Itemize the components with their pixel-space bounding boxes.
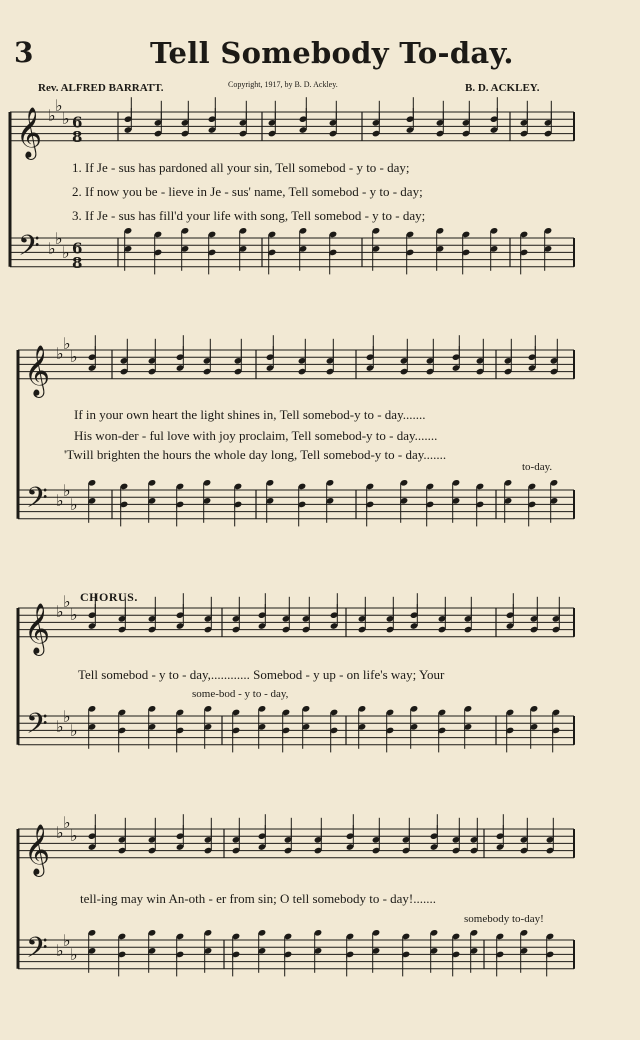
- chorus-line: Tell somebod - y to - day,............ Somebod - y up - on life's way; Your: [78, 667, 445, 682]
- flat-sign: ♭: [48, 239, 56, 258]
- verse-line-1: 1. If Je - sus has pardoned all your sin, Tell somebod - y to - day;: [72, 160, 410, 175]
- flat-sign: ♭: [70, 826, 78, 845]
- flat-sign: ♭: [62, 109, 70, 128]
- flat-sign: ♭: [56, 491, 64, 510]
- flat-sign: ♭: [56, 717, 64, 736]
- flat-sign: ♭: [63, 931, 71, 950]
- verse-line-1: If in your own heart the light shines in, Tell somebod-y to - day.......: [74, 407, 426, 422]
- flat-sign: ♭: [63, 592, 71, 611]
- flat-sign: ♭: [63, 481, 71, 500]
- flat-sign: ♭: [63, 707, 71, 726]
- verse-line-3: 3. If Je - sus has fill'd your life with song, Tell somebod - y to - day;: [72, 208, 426, 223]
- flat-sign: ♭: [56, 602, 64, 621]
- treble-clef: 𝄞: [24, 602, 51, 654]
- composer-credit: B. D. ACKLEY.: [465, 82, 540, 94]
- verse-line-2: His won-der - ful love with joy proclaim, Tell somebod-y to - day.......: [74, 428, 438, 443]
- time-signature-bottom: 8: [72, 253, 83, 272]
- chorus-label: CHORUS.: [80, 590, 138, 604]
- copyright-notice: Copyright, 1917, by B. D. Ackley.: [228, 80, 338, 89]
- flat-sign: ♭: [70, 721, 78, 740]
- hymn-number: 3: [14, 36, 34, 69]
- treble-clef: 𝄞: [24, 823, 51, 875]
- hymn-title: Tell Somebody To-day.: [150, 36, 514, 70]
- echo-lyric: some-bod - y to - day,: [192, 688, 289, 700]
- time-signature-bottom: 8: [72, 127, 83, 146]
- bass-clef: 𝄢: [26, 931, 48, 972]
- author-credit: Rev. ALFRED BARRATT.: [38, 82, 164, 94]
- treble-clef: 𝄞: [24, 344, 51, 396]
- flat-sign: ♭: [56, 344, 64, 363]
- flat-sign: ♭: [70, 605, 78, 624]
- bass-clef: 𝄢: [26, 481, 48, 522]
- chorus-line: tell-ing may win An-oth - er from sin; O tell somebody to - day!.......: [80, 891, 436, 906]
- flat-sign: ♭: [63, 813, 71, 832]
- verse-line-3: 'Twill brighten the hours the whole day long, Tell somebod-y to - day.......: [64, 447, 447, 462]
- time-signature-top: 6: [72, 113, 83, 132]
- treble-clef: 𝄞: [16, 106, 43, 158]
- flat-sign: ♭: [70, 347, 78, 366]
- flat-sign: ♭: [48, 106, 56, 125]
- flat-sign: ♭: [70, 945, 78, 964]
- verse-line-2: 2. If now you be - lieve in Je - sus' name, Tell somebod - y to - day;: [72, 184, 423, 199]
- echo-lyric: somebody to-day!: [464, 913, 544, 925]
- time-signature-top: 6: [72, 239, 83, 258]
- flat-sign: ♭: [56, 823, 64, 842]
- flat-sign: ♭: [56, 941, 64, 960]
- flat-sign: ♭: [63, 334, 71, 353]
- flat-sign: ♭: [55, 229, 63, 248]
- flat-sign: ♭: [70, 495, 78, 514]
- echo-lyric: to-day.: [522, 461, 553, 473]
- bass-clef: 𝄢: [18, 229, 40, 270]
- flat-sign: ♭: [62, 243, 70, 262]
- bass-clef: 𝄢: [26, 707, 48, 748]
- flat-sign: ♭: [55, 96, 63, 115]
